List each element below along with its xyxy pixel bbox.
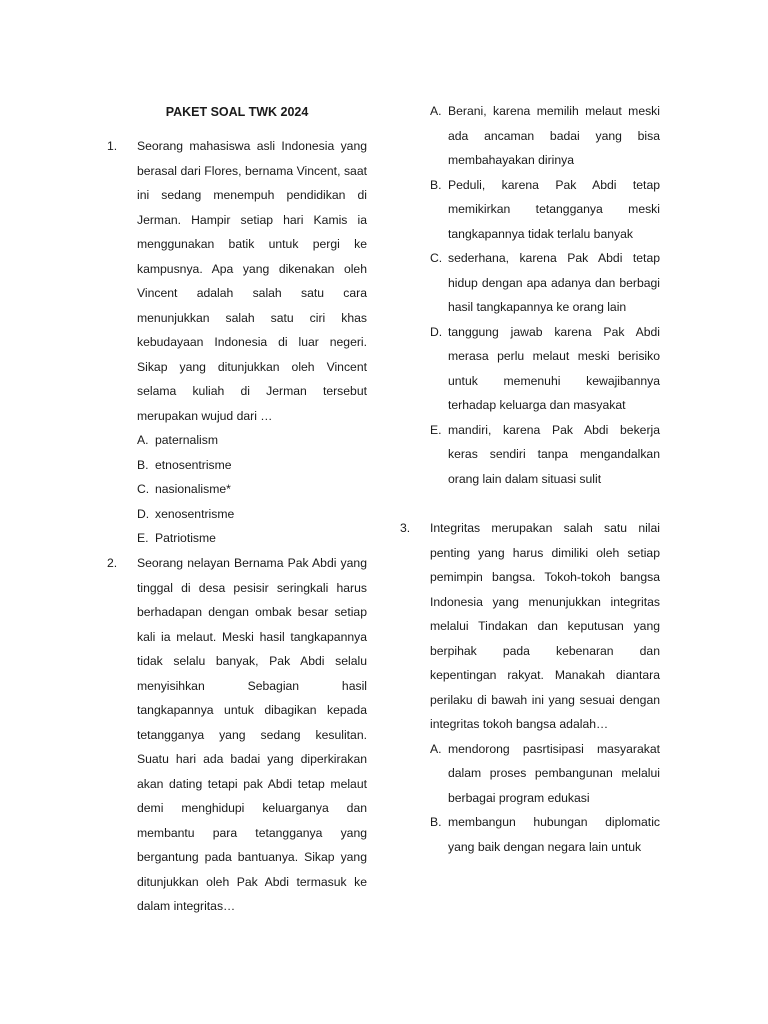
option-text: sederhana, karena Pak Abdi tetap hidup dengan apa adanya dan berbagi hasil tangkapannya ke orang lain	[448, 251, 660, 314]
option-text: etnosentrisme	[155, 457, 232, 472]
option-letter: C.	[430, 251, 443, 265]
question-number: 1.	[107, 139, 118, 153]
option-c	[430, 246, 660, 320]
question-text: Integritas merupakan salah satu nilai penting yang harus dimiliki oleh setiap pemimpin bangsa. Tokoh-tokoh bangsa Indonesia yang menunjukkan integritas melalui Tindakan dan keputusan yang berpihak pada kebenaran dan kepentingan rakyat. Manakah diantara perilaku di bawah ini yang sesuai dengan integritas tokoh bangsa adalah…	[430, 521, 660, 731]
option-letter: A.	[430, 741, 442, 756]
option-letter: A.	[137, 433, 149, 447]
option-e	[137, 526, 367, 551]
option-letter: E.	[430, 422, 442, 437]
option-d	[137, 502, 367, 527]
option-a	[137, 428, 367, 453]
question-number: 2.	[107, 556, 118, 570]
option-text: Berani, karena memilih melaut meski ada ancaman badai yang bisa membahayakan dirinya	[448, 104, 660, 167]
question-number: 3.	[400, 521, 411, 535]
question-3	[400, 516, 660, 859]
option-letter: C.	[137, 482, 150, 496]
option-c	[137, 477, 367, 502]
option-letter: A.	[430, 104, 442, 118]
option-e	[430, 418, 660, 492]
option-a	[430, 99, 660, 173]
option-b	[137, 453, 367, 478]
option-text: Peduli, karena Pak Abdi tetap memikirkan tetangganya meski tangkapannya tidak terlalu banyak	[448, 177, 660, 241]
question-text: Seorang mahasiswa asli Indonesia yang berasal dari Flores, bernama Vincent, saat ini sedang menempuh pendidikan di Jerman. Hampir setiap hari Kamis ia menggunakan batik untuk pergi ke kampusnya. Apa yang dikenakan oleh Vincent adalah salah satu cara menunjukkan salah satu ciri khas kebudayaan Indonesia di luar negeri. Sikap yang ditunjukkan oleh Vincent selama kuliah di Jerman tersebut merupakan wujud dari …	[137, 139, 367, 423]
option-text: nasionalisme*	[155, 482, 231, 496]
option-letter: E.	[137, 531, 149, 545]
option-letter: B.	[430, 815, 442, 829]
option-b	[430, 173, 660, 247]
question-1	[107, 134, 367, 551]
option-d	[430, 320, 660, 418]
option-text: paternalism	[155, 433, 218, 447]
option-a	[430, 737, 660, 811]
option-letter: D.	[430, 324, 443, 339]
option-letter: B.	[430, 177, 442, 192]
question-2	[107, 551, 367, 919]
option-text: Patriotisme	[155, 531, 216, 545]
document-title: PAKET SOAL TWK 2024	[165, 105, 309, 119]
option-text: membangun hubungan diplomatic yang baik dengan negara lain untuk	[448, 815, 660, 854]
option-text: tanggung jawab karena Pak Abdi merasa perlu melaut meski berisiko untuk memenuhi kewajibannya terhadap keluarga dan masyakat	[448, 324, 660, 412]
option-b	[430, 810, 660, 859]
option-text: xenosentrisme	[155, 506, 235, 521]
option-letter: D.	[137, 506, 150, 521]
option-text: mendorong pasrtisipasi masyarakat dalam proses pembangunan melalui berbagai program edukasi	[448, 741, 660, 805]
option-letter: B.	[137, 457, 149, 472]
option-text: mandiri, karena Pak Abdi bekerja keras sendiri tanpa mengandalkan orang lain dalam situasi sulit	[448, 422, 660, 486]
question-text: Seorang nelayan Bernama Pak Abdi yang tinggal di desa pesisir seringkali harus berhadapan dengan ombak besar setiap kali ia melaut. Meski hasil tangkapannya tidak selalu banyak, Pak Abdi selalu menyisihkan Sebagian hasil tangkapannya untuk dibagikan kepada tetangganya yang sedang kesulitan. Suatu hari ada badai yang diperkirakan akan dating tetapi pak Abdi tetap melaut demi menghidupi keluarganya dan membantu para tetangganya yang bergantung pada bantuanya. Sikap yang ditunjukkan oleh Pak Abdi termasuk ke dalam integritas…	[137, 556, 367, 913]
question-2-options	[400, 99, 660, 491]
